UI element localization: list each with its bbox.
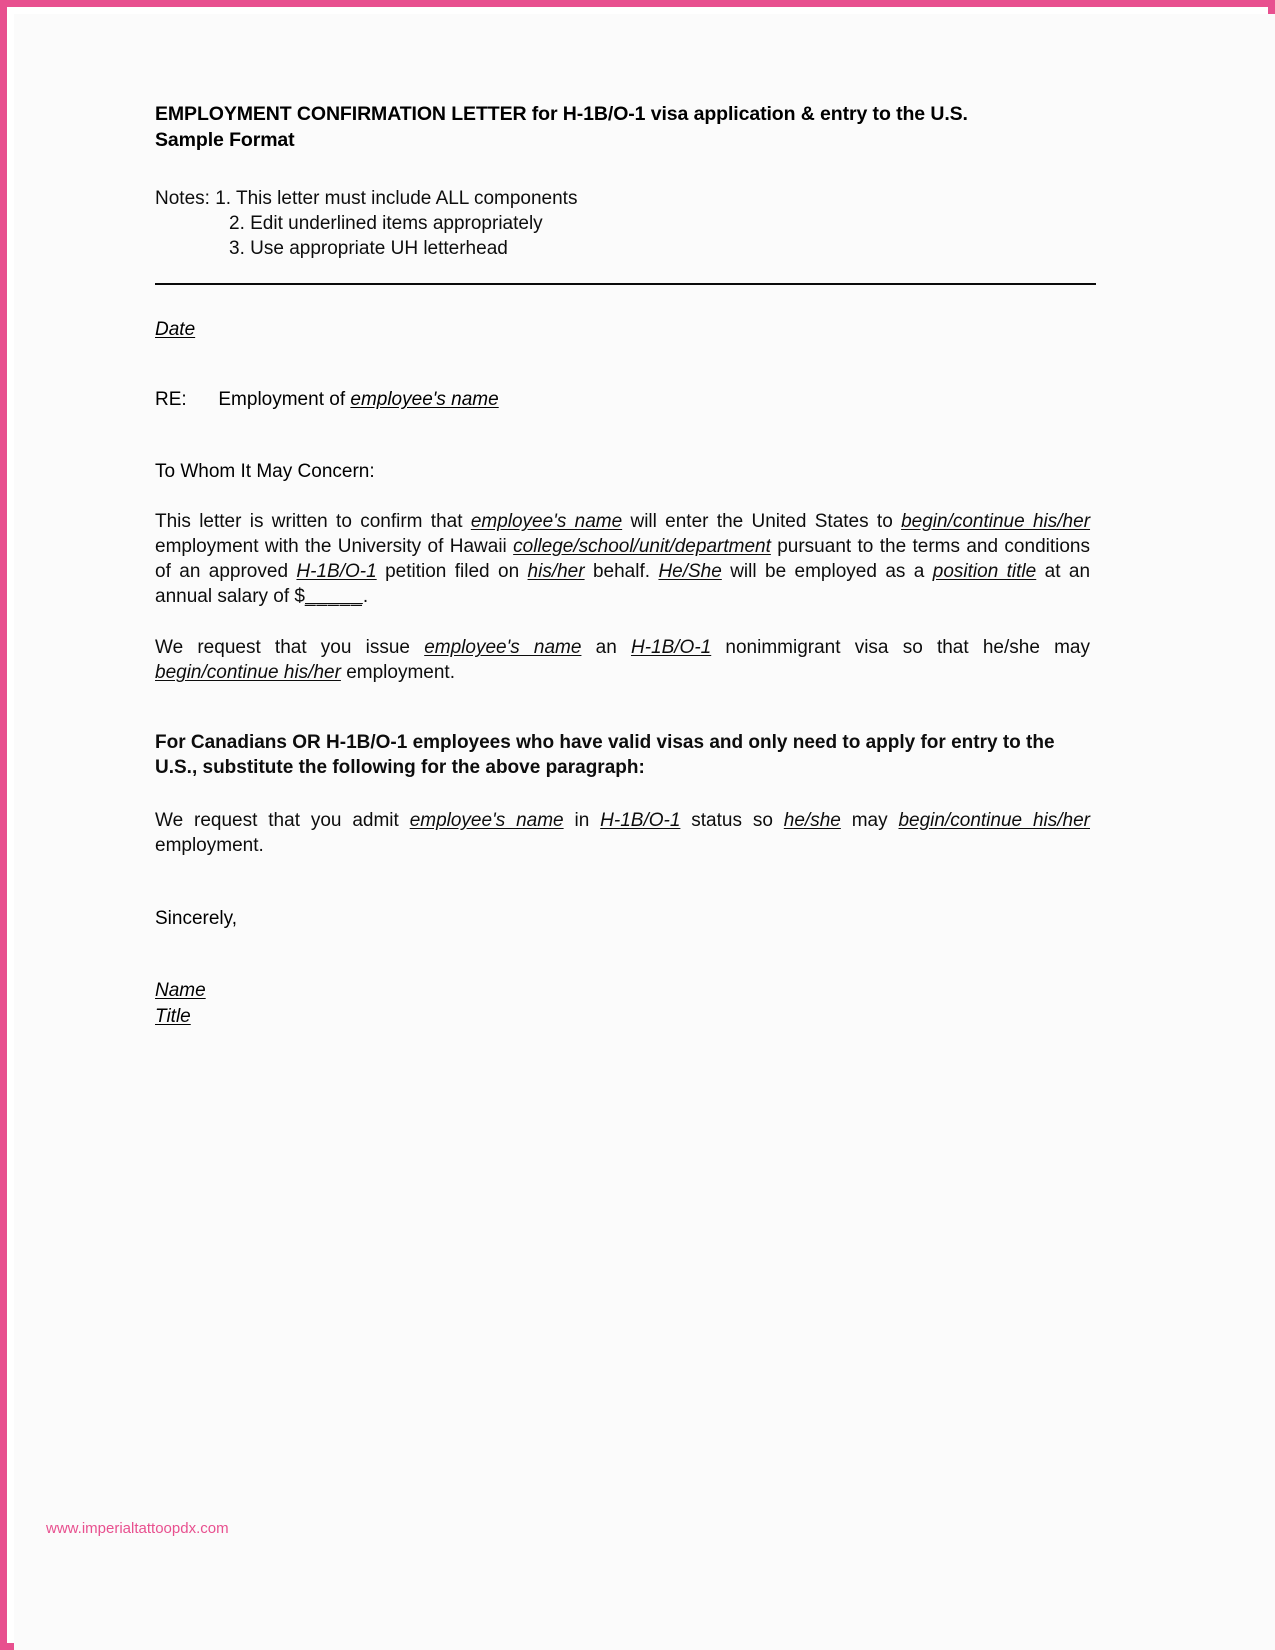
- re-line: [155, 389, 1090, 411]
- p3-seg-1: We request that you admit: [155, 809, 410, 831]
- document-sheet: [14, 14, 1275, 1650]
- p1-seg-2: will enter the United States to: [622, 511, 902, 533]
- p2-seg-4: employment.: [340, 662, 455, 684]
- re-employee-name-field: employee's name: [350, 389, 499, 411]
- paragraph-admit-request: [155, 808, 1090, 858]
- p3-field-begin-continue: begin/continue his/her: [898, 809, 1090, 831]
- p2-seg-2: an: [581, 637, 631, 659]
- notes-row-3: [155, 236, 1090, 261]
- p3-field-he-she: he/she: [783, 809, 841, 831]
- date-placeholder-field: Date: [155, 319, 196, 341]
- p3-field-visa-type: H-1B/O-1: [600, 809, 681, 831]
- p1-field-begin-continue: begin/continue his/her: [901, 511, 1091, 533]
- p1-seg-8: at an annual salary of $: [155, 561, 1091, 608]
- p2-field-visa-type: H-1B/O-1: [630, 637, 712, 659]
- p1-salary-blank: _____: [305, 586, 363, 608]
- closing-line: Sincerely,: [155, 907, 238, 929]
- note-item-3: 3. Use appropriate UH letterhead: [229, 238, 508, 259]
- signature-name-field: Name: [155, 979, 206, 1001]
- date-line: [155, 319, 1090, 341]
- title-main-heading: EMPLOYMENT CONFIRMATION LETTER: [155, 103, 527, 125]
- signature-block: [155, 978, 1090, 1029]
- re-static-text: Employment of: [218, 389, 351, 411]
- p1-seg-9: .: [362, 586, 369, 608]
- p3-field-employee-name: employee's name: [409, 809, 564, 831]
- p1-field-position-title: position title: [932, 561, 1037, 583]
- p2-field-employee-name: employee's name: [424, 637, 582, 659]
- horizontal-divider: [155, 283, 1096, 285]
- notes-row-2: [155, 211, 1090, 236]
- paragraph-canadians-note: For Canadians OR H-1B/O-1 employees who have valid visas and only need to apply for entry to the U.S., substitute the following for the above paragraph:: [155, 731, 1055, 778]
- p3-seg-3: status so: [680, 809, 784, 831]
- paragraph-visa-request: [155, 635, 1090, 685]
- p2-field-begin-continue: begin/continue his/her: [155, 662, 341, 684]
- p2-seg-3: nonimmigrant visa so that he/she may: [711, 637, 1090, 659]
- p1-seg-7: will be employed as a: [721, 561, 933, 583]
- letter-body: [155, 102, 1090, 1029]
- note-item-1: 1. This letter must include ALL components: [215, 187, 578, 209]
- document-title: [155, 102, 1090, 154]
- paragraph-confirmation: [155, 509, 1090, 609]
- p3-seg-2: in: [563, 809, 601, 831]
- p1-field-his-her: his/her: [527, 561, 585, 583]
- p2-seg-1: We request that you issue: [155, 637, 425, 659]
- notes-row-1: [155, 186, 1090, 211]
- p1-field-he-she: He/She: [658, 561, 722, 583]
- p3-seg-5: employment.: [155, 834, 264, 856]
- signature-title-field: Title: [155, 1005, 191, 1027]
- p1-seg-4: pursuant to the terms and conditions of an approved: [155, 536, 1090, 583]
- re-label: RE:: [155, 389, 187, 411]
- notes-section: [155, 186, 1090, 261]
- title-second-line: Sample Format: [155, 128, 295, 151]
- footer-watermark-url: www.imperialtattoopdx.com: [46, 1520, 229, 1537]
- note-item-2: 2. Edit underlined items appropriately: [229, 212, 543, 234]
- p1-seg-6: behalf.: [584, 561, 659, 583]
- notes-label: Notes:: [155, 187, 210, 209]
- p1-field-college-unit: college/school/unit/department: [513, 536, 771, 558]
- p1-field-visa-type: H-1B/O-1: [296, 561, 377, 583]
- title-subject: for H-1B/O-1 visa application & entry to the U.S.: [526, 103, 968, 125]
- p1-seg-1: This letter is written to confirm that: [155, 511, 471, 533]
- p1-field-employee-name: employee's name: [470, 511, 623, 533]
- p1-seg-5: petition filed on: [376, 561, 528, 583]
- salutation-line: To Whom It May Concern:: [155, 461, 375, 483]
- p1-seg-3: employment with the University of Hawaii: [155, 536, 514, 558]
- p3-seg-4: may: [840, 809, 899, 831]
